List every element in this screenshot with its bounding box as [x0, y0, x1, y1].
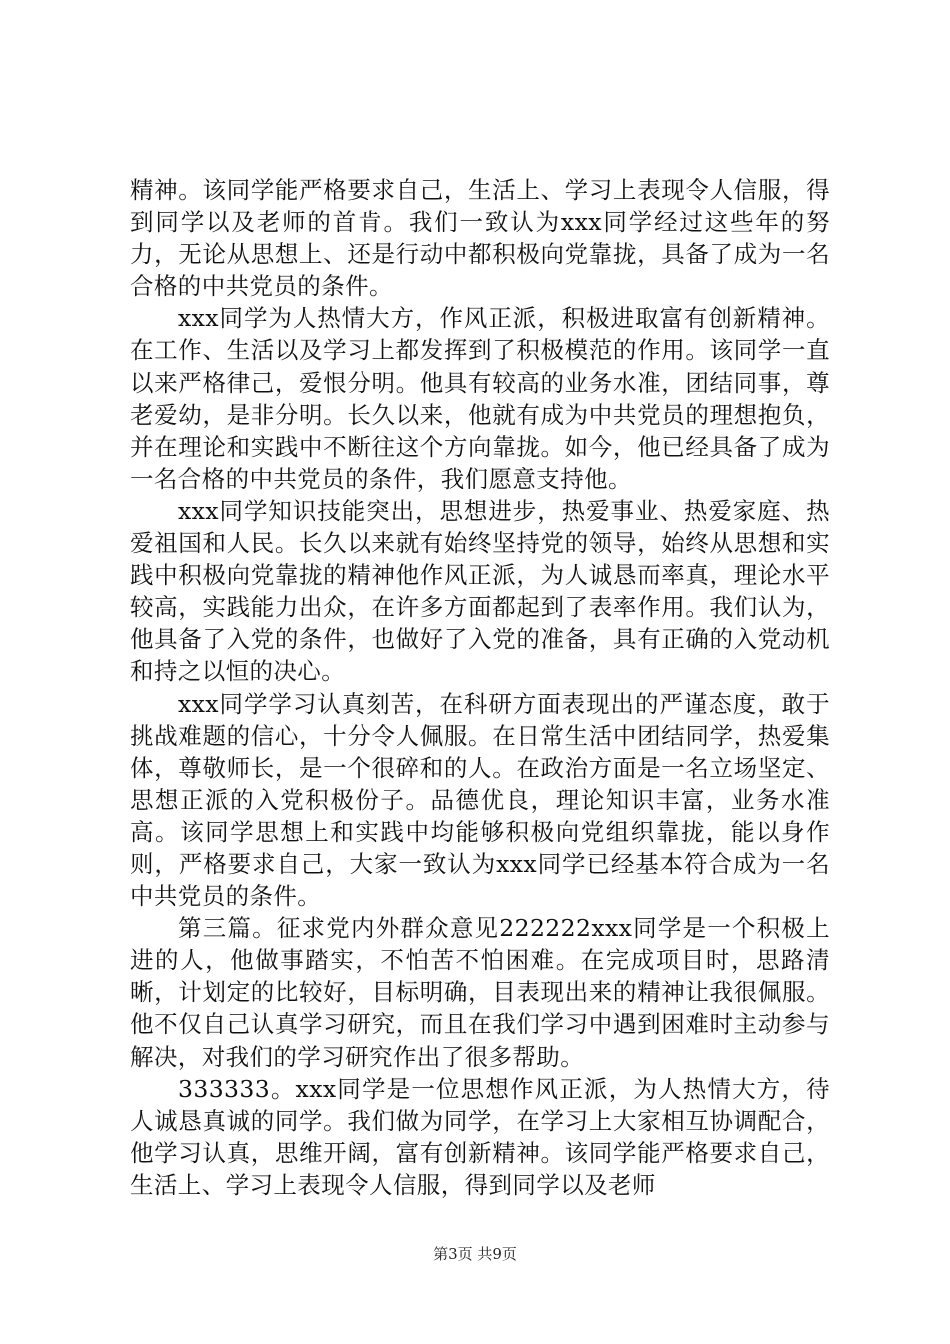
document-body	[130, 174, 830, 1201]
paragraph-2: xxx同学为人热情大方，作风正派，积极进取富有创新精神。在工作、生活以及学习上都发挥到了积极模范的作用。该同学一直以来严格律己，爱恨分明。他具有较高的业务水准，团结同事，尊老爱幼，是非分明。长久以来，他就有成为中共党员的理想抱负，并在理论和实践中不断往这个方向靠拢。如今，他已经具备了成为一名合格的中共党员的条件，我们愿意支持他。	[130, 304, 830, 493]
page-number-footer: 第3页 共9页	[433, 1245, 517, 1263]
paragraph-4: xxx同学学习认真刻苦，在科研方面表现出的严谨态度，敢于挑战难题的信心，十分令人佩服。在日常生活中团结同学，热爱集体，尊敬师长，是一个很碎和的人。在政治方面是一名立场坚定、思想正派的入党积极份子。品德优良，理论知识丰富，业务水准高。该同学思想上和实践中均能够积极向党组织靠拢，能以身作则，严格要求自己，大家一致认为xxx同学已经基本符合成为一名中共党员的条件。	[130, 689, 830, 911]
paragraph-3: xxx同学知识技能突出，思想进步，热爱事业、热爱家庭、热爱祖国和人民。长久以来就有始终坚持党的领导，始终从思想和实践中积极向党靠拢的精神他作风正派，为人诚恳而率真，理论水平较高，实践能力出众，在许多方面都起到了表率作用。我们认为，他具备了入党的条件，也做好了入党的准备，具有正确的入党动机和持之以恒的决心。	[130, 496, 830, 686]
paragraph-5: 第三篇。征求党内外群众意见222222xxx同学是一个积极上进的人，他做事踏实，不怕苦不怕困难。在完成项目时，思路清晰，计划定的比较好，目标明确，目表现出来的精神让我很佩服。他不仅自己认真学习研究，而且在我们学习中遇到困难时主动参与解决，对我们的学习研究作出了很多帮助。	[130, 914, 830, 1071]
paragraph-6: 333333。xxx同学是一位思想作风正派，为人热情大方，待人诚恳真诚的同学。我们做为同学，在学习上大家相互协调配合，他学习认真，思维开阔，富有创新精神。该同学能严格要求自己，生活上、学习上表现令人信服，得到同学以及老师	[130, 1074, 830, 1199]
paragraph-continuation: 精神。该同学能严格要求自己，生活上、学习上表现令人信服，得到同学以及老师的首肯。我们一致认为xxx同学经过这些年的努力，无论从思想上、还是行动中都积极向党靠拢，具备了成为一名合格的中共党员的条件。	[130, 176, 830, 301]
